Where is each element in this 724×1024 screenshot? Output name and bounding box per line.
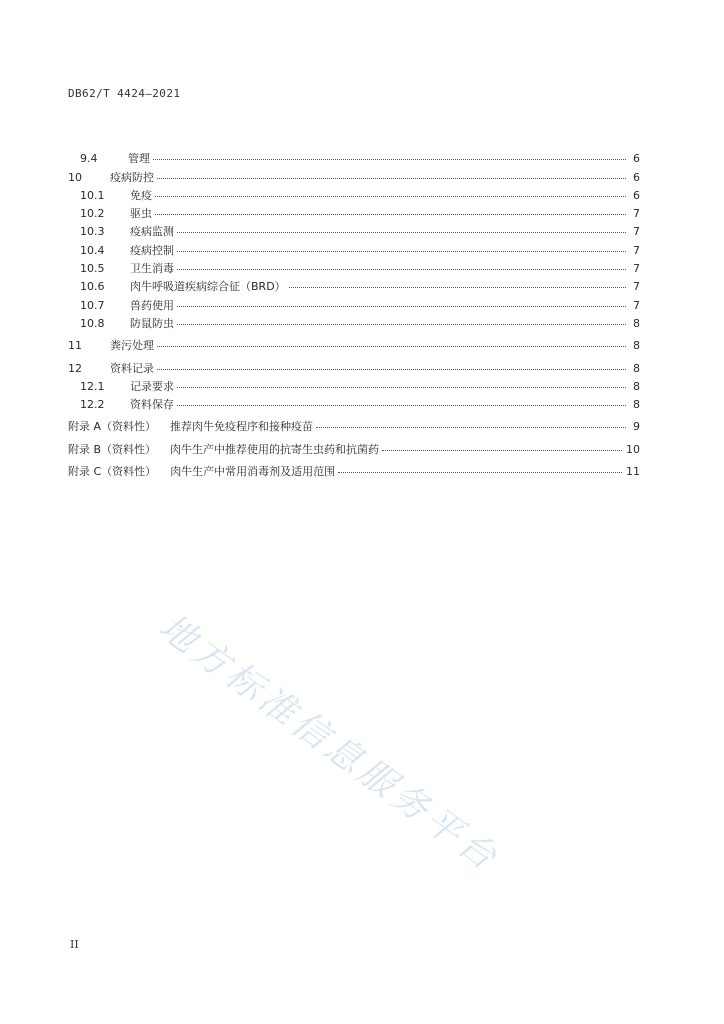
toc-entry-page: 11	[626, 465, 640, 479]
toc-entry-title: 资料保存	[130, 398, 174, 412]
dot-leader	[177, 306, 626, 307]
toc-entry-page: 8	[633, 339, 640, 353]
dot-leader	[177, 251, 626, 252]
toc-entry-title: 肉牛呼吸道疾病综合征（BRD）	[130, 280, 286, 294]
dot-leader	[155, 196, 626, 197]
toc-entry-page: 8	[633, 361, 640, 375]
toc-entry-number: 附录 C（资料性）	[68, 465, 157, 479]
toc-entry-title: 疫病监测	[130, 225, 174, 239]
toc-entry-number: 12.1	[80, 379, 105, 393]
toc-entry-page: 7	[633, 243, 640, 257]
toc-entry-page: 9	[633, 420, 640, 434]
dot-leader	[157, 178, 626, 179]
dot-leader	[157, 346, 626, 347]
dot-leader	[177, 405, 626, 406]
toc-entry-page: 10	[626, 442, 640, 456]
dot-leader	[382, 450, 622, 451]
toc-entry-number: 10.3	[80, 225, 105, 239]
toc-entry-page: 8	[633, 398, 640, 412]
dot-leader	[157, 369, 626, 370]
toc-entry-title: 记录要求	[130, 379, 174, 393]
toc-entry-number: 10.4	[80, 243, 105, 257]
toc-entry[interactable]	[68, 166, 640, 184]
toc-entry-title: 肉牛生产中常用消毒剂及适用范围	[170, 465, 336, 479]
dot-leader	[289, 287, 626, 288]
toc-entry-number: 11	[68, 339, 82, 353]
page-number: II	[70, 938, 79, 951]
toc-entry-page: 7	[633, 298, 640, 312]
table-of-contents	[68, 148, 640, 479]
toc-entry-page: 7	[633, 225, 640, 239]
watermark-text: 地方标准信息服务平台	[151, 606, 508, 881]
dot-leader	[155, 214, 626, 215]
toc-entry-title: 兽药使用	[130, 298, 174, 312]
toc-entry-title: 肉牛生产中推荐使用的抗寄生虫药和抗菌药	[170, 442, 380, 456]
toc-entry-number: 10.8	[80, 316, 105, 330]
toc-entry-page: 7	[633, 280, 640, 294]
toc-entry-title: 防鼠防虫	[130, 316, 174, 330]
toc-entry-number: 附录 A（资料性）	[68, 420, 157, 434]
toc-entry-number: 10.1	[80, 188, 105, 202]
toc-entry[interactable]	[68, 239, 640, 257]
toc-entry[interactable]	[68, 376, 640, 394]
dot-leader	[153, 159, 626, 160]
toc-entry-annex[interactable]	[68, 461, 640, 479]
toc-entry[interactable]	[68, 185, 640, 203]
toc-entry[interactable]	[68, 357, 640, 375]
toc-entry-title: 免疫	[130, 188, 152, 202]
toc-entry-page: 7	[633, 262, 640, 276]
toc-entry[interactable]	[68, 394, 640, 412]
dot-leader	[316, 427, 626, 428]
toc-entry-number: 9.4	[80, 152, 98, 166]
toc-entry-number: 10.2	[80, 207, 105, 221]
toc-entry-number: 附录 B（资料性）	[68, 442, 157, 456]
toc-entry[interactable]	[68, 313, 640, 331]
toc-entry[interactable]	[68, 258, 640, 276]
toc-entry-title: 管理	[128, 152, 150, 166]
toc-entry-number: 10.6	[80, 280, 105, 294]
toc-entry-title: 疫病控制	[130, 243, 174, 257]
dot-leader	[177, 324, 626, 325]
toc-entry-title: 资料记录	[110, 361, 154, 375]
toc-entry[interactable]	[68, 148, 640, 166]
toc-entry-number: 12	[68, 361, 82, 375]
toc-entry[interactable]	[68, 294, 640, 312]
toc-entry[interactable]	[68, 203, 640, 221]
dot-leader	[177, 387, 626, 388]
toc-entry-number: 12.2	[80, 398, 105, 412]
toc-entry-number: 10.5	[80, 262, 105, 276]
toc-entry-title: 疫病防控	[110, 170, 154, 184]
standard-code-header: DB62/T 4424—2021	[68, 87, 181, 100]
toc-entry[interactable]	[68, 335, 640, 353]
toc-entry-number: 10.7	[80, 298, 105, 312]
dot-leader	[177, 232, 626, 233]
toc-entry-title: 粪污处理	[110, 339, 154, 353]
toc-entry-title: 推荐肉牛免疫程序和接种疫苗	[170, 420, 314, 434]
toc-entry-annex[interactable]	[68, 416, 640, 434]
toc-entry[interactable]	[68, 276, 640, 294]
toc-entry-page: 6	[633, 152, 640, 166]
toc-entry-number: 10	[68, 170, 82, 184]
toc-entry-annex[interactable]	[68, 438, 640, 456]
toc-entry-page: 8	[633, 379, 640, 393]
toc-entry-page: 6	[633, 188, 640, 202]
toc-entry-page: 6	[633, 170, 640, 184]
dot-leader	[177, 269, 626, 270]
toc-entry-page: 7	[633, 207, 640, 221]
toc-entry-page: 8	[633, 316, 640, 330]
dot-leader	[338, 472, 622, 473]
toc-entry-title: 驱虫	[130, 207, 152, 221]
toc-entry-title: 卫生消毒	[130, 262, 174, 276]
toc-entry[interactable]	[68, 221, 640, 239]
